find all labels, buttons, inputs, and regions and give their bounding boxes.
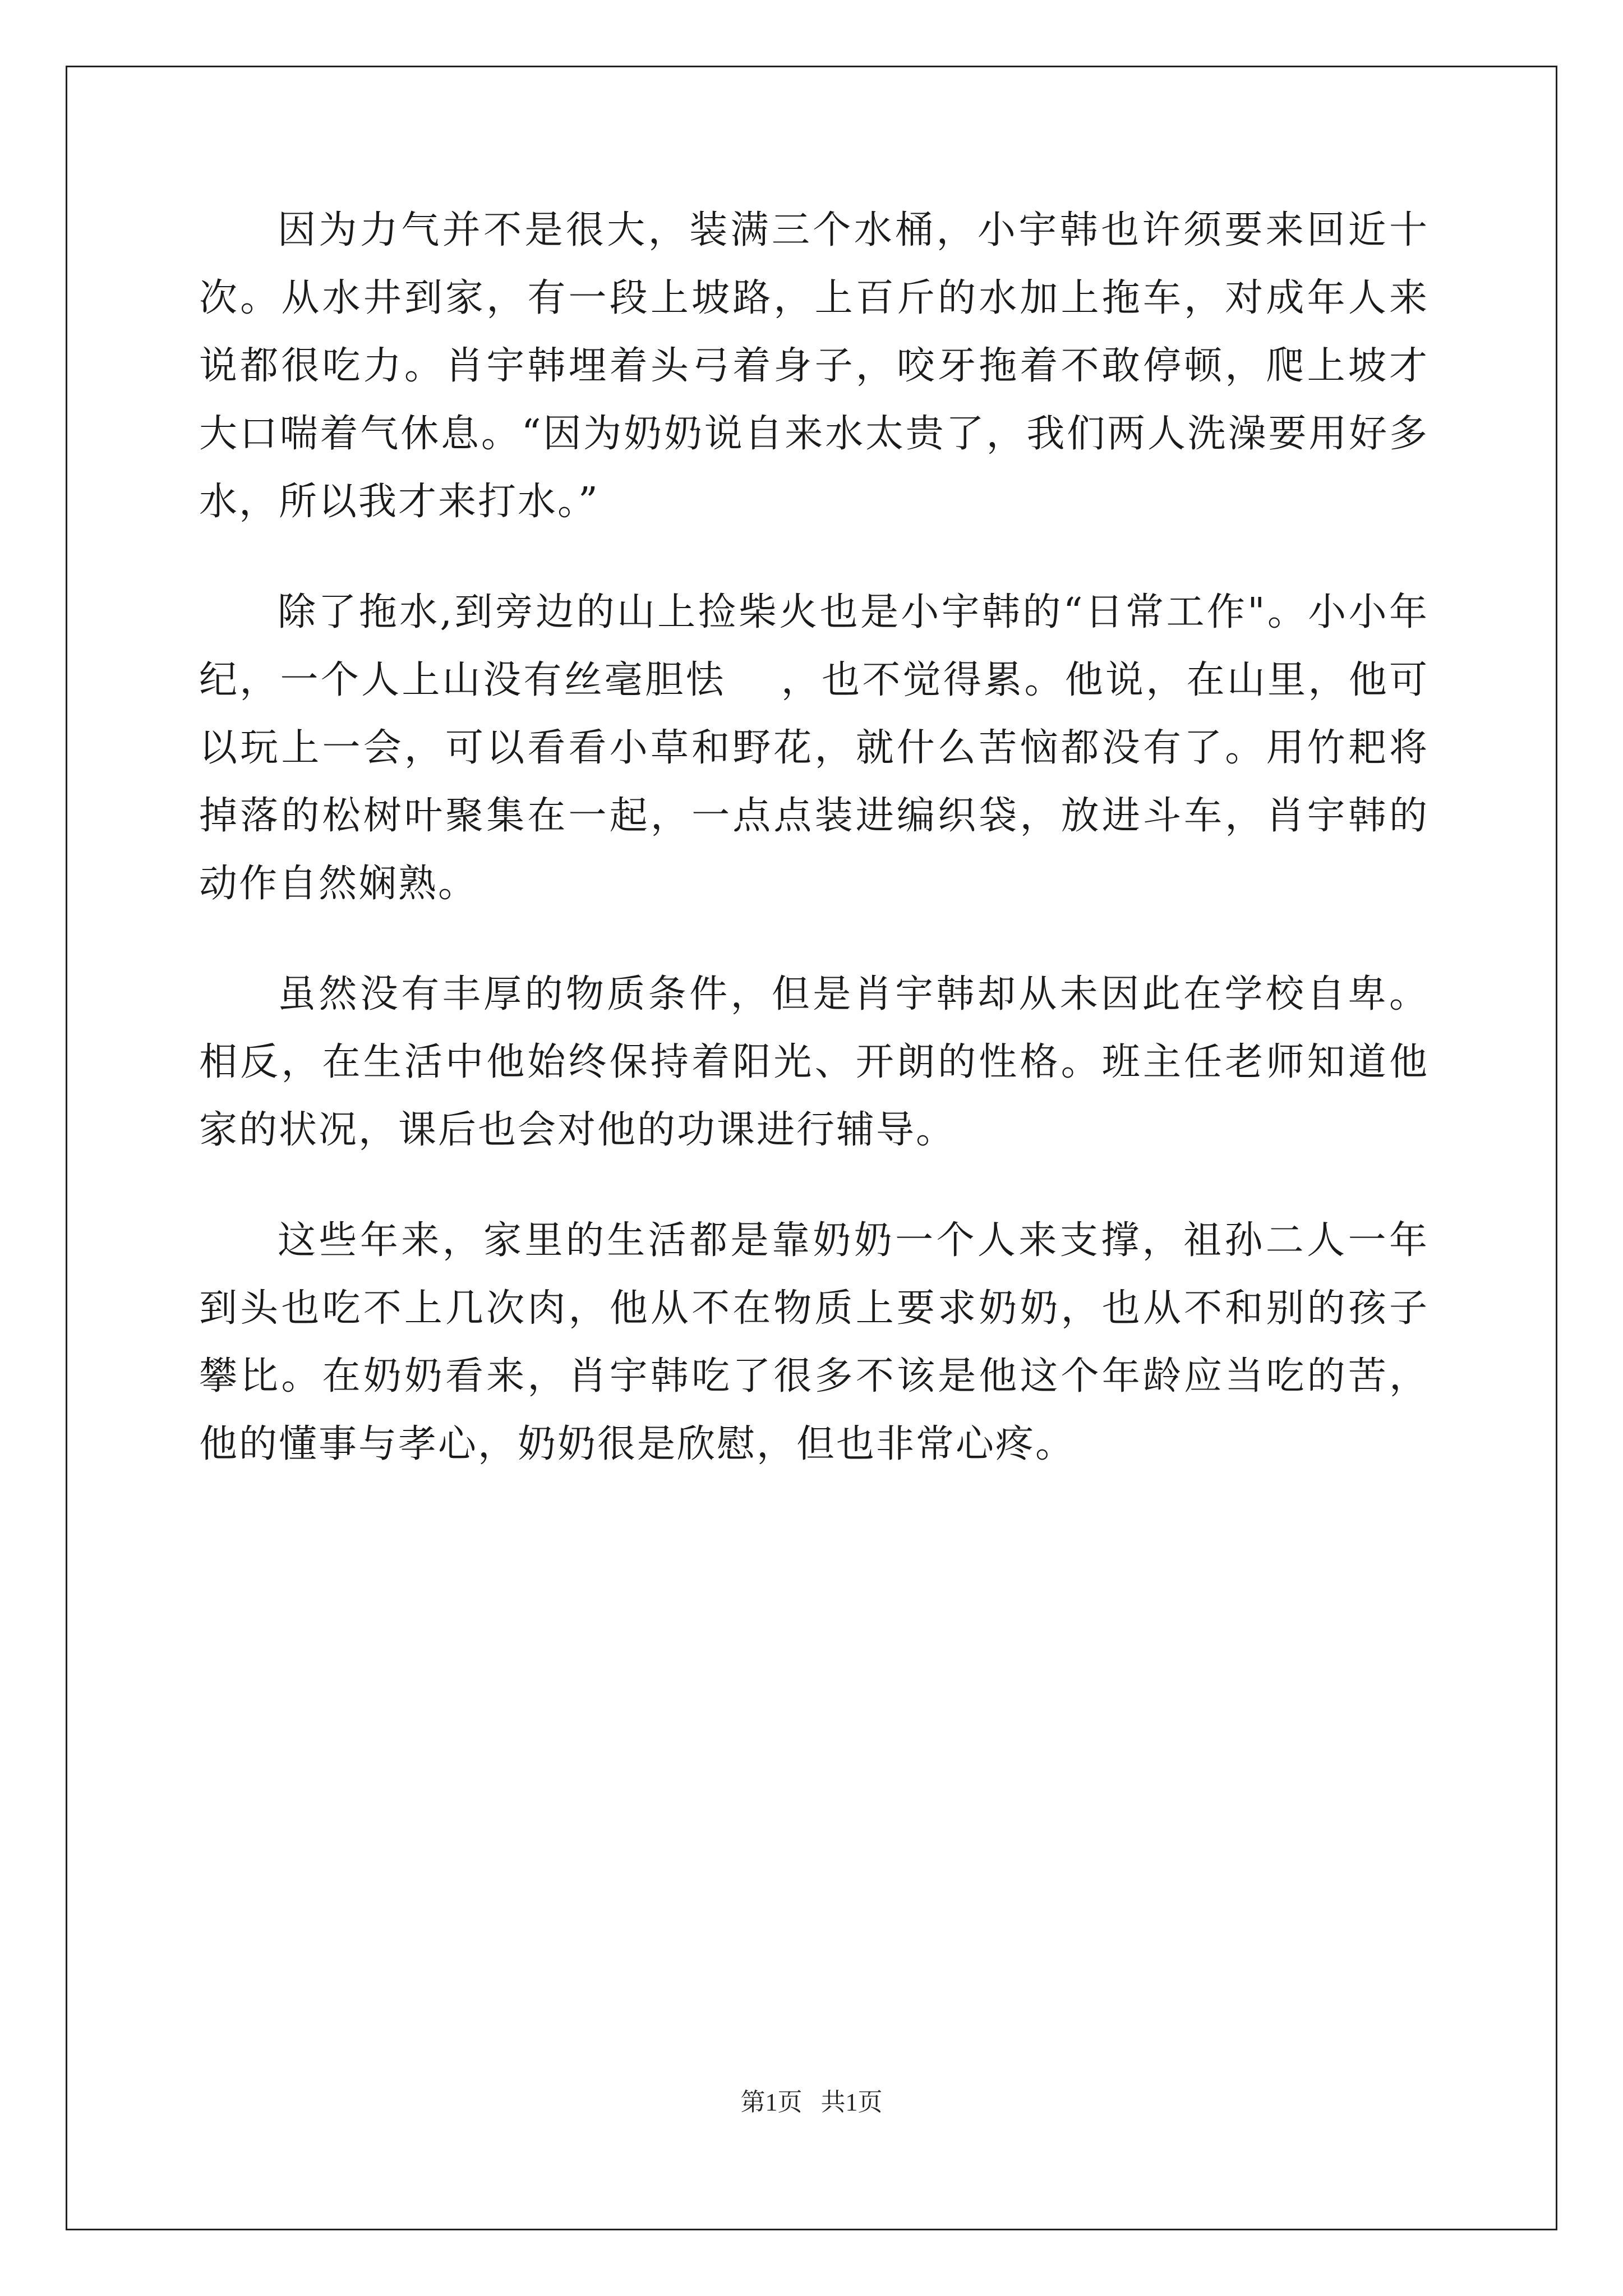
paragraph-2: 除了拖水,到旁边的山上捡柴火也是小宇韩的“日常工作"。小小年纪，一个人上山没有丝毫胆怯 ，也不觉得累。他说，在山里，他可以玩上一会，可以看看小草和野花，就什么苦恼都没有了。用竹耙将掉落的松树叶聚集在一起，一点点装进编织袋，放进斗车，肖宇韩的动作自然娴熟。 xyxy=(199,590,1429,906)
document-body xyxy=(199,196,1429,1521)
page-number-current: 第1页 xyxy=(740,2088,803,2116)
paragraph-1: 因为力气并不是很大，装满三个水桶，小宇韩也许须要来回近十次。从水井到家，有一段上坡路，上百斤的水加上拖车，对成年人来说都很吃力。肖宇韩埋着头弓着身子，咬牙拖着不敢停顿，爬上坡才大口喘着气休息。“因为奶奶说自来水太贵了，我们两人洗澡要用好多水，所以我才来打水。” xyxy=(199,208,1429,524)
page-number-total: 共1页 xyxy=(820,2088,883,2116)
paragraph-3: 虽然没有丰厚的物质条件，但是肖宇韩却从未因此在学校自卑。相反，在生活中他始终保持着阳光、开朗的性格。班主任老师知道他家的状况，课后也会对他的功课进行辅导。 xyxy=(199,972,1429,1152)
footer-spacer xyxy=(803,2088,821,2116)
paragraph-4: 这些年来，家里的生活都是靠奶奶一个人来支撑，祖孙二人一年到头也吃不上几次肉，他从不在物质上要求奶奶，也从不和别的孩子攀比。在奶奶看来，肖宇韩吃了很多不该是他这个年龄应当吃的苦，他的懂事与孝心，奶奶很是欣慰，但也非常心疼。 xyxy=(199,1218,1429,1466)
page-footer xyxy=(0,2086,1623,2119)
